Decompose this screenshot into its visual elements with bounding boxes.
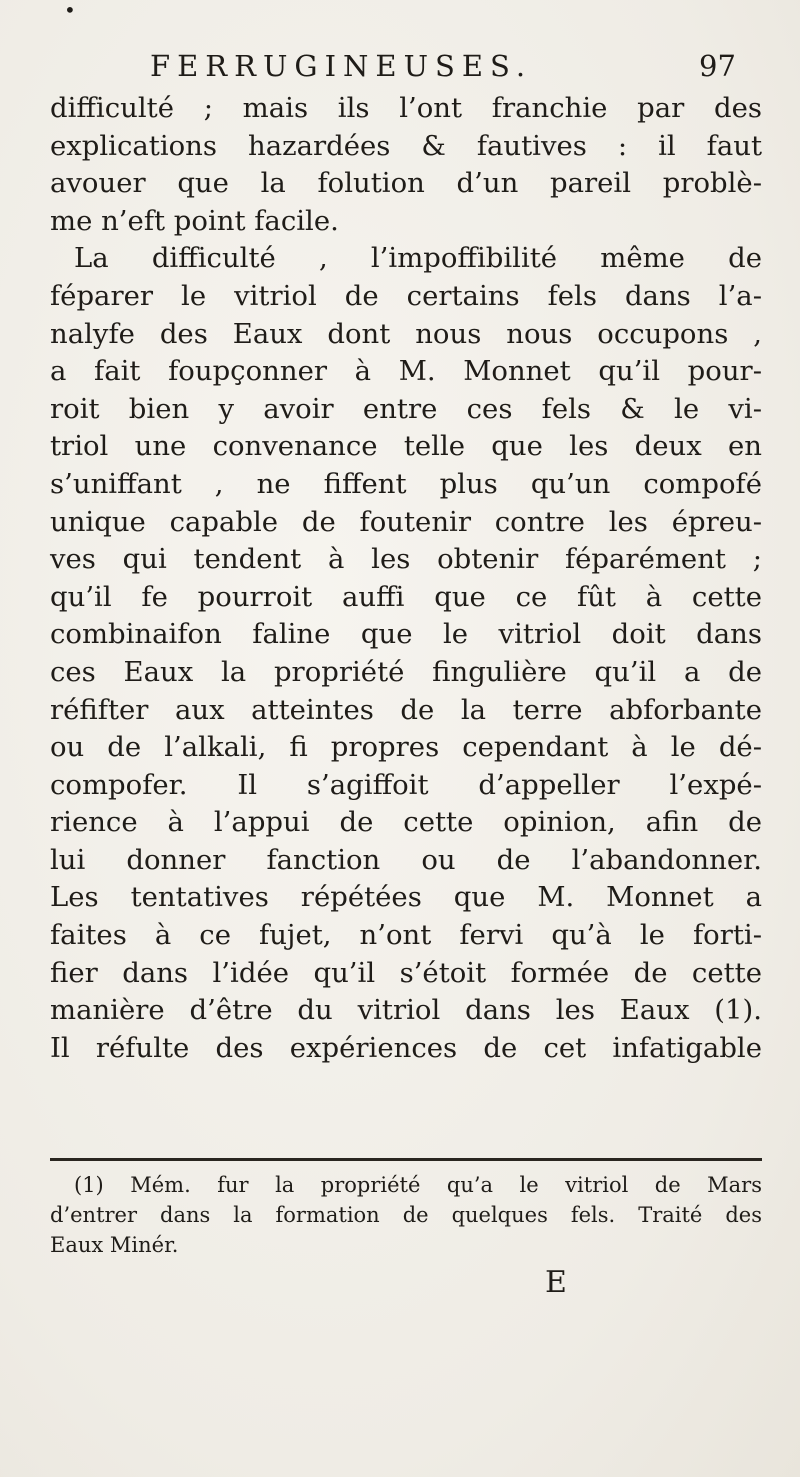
text-line: roit bien y avoir entre ces fels & le vi- <box>50 392 762 425</box>
text-line: qu’il fe pourroit auffi que ce fût à cette <box>50 580 762 613</box>
body-text <box>50 90 762 1067</box>
text-line: avouer que la folution d’un pareil problè- <box>50 167 762 200</box>
text-line: combinaifon faline que le vitriol doit dans <box>50 618 762 651</box>
text-line: triol une convenance telle que les deux en <box>50 430 762 463</box>
signature-mark: E <box>545 1265 567 1300</box>
text-line: La difficulté , l’impoffibilité même de <box>74 242 762 275</box>
text-line: Il réfulte des expériences de cet infatigable <box>50 1031 762 1064</box>
text-line: lui donner fanction ou de l’abandonner. <box>50 843 762 876</box>
text-line: fier dans l’idée qu’il s’étoit formée de cette <box>50 956 762 989</box>
text-line: explications hazardées & fautives : il faut <box>50 129 762 162</box>
text-line: s’uniffant , ne fiffent plus qu’un compofé <box>50 467 762 500</box>
footnote-line: (1) Mém. fur la propriété qu’a le vitriol de Mars <box>74 1173 762 1197</box>
text-line: ves qui tendent à les obtenir féparément ; <box>50 543 762 576</box>
text-line: faites à ce fujet, n’ont fervi qu’à le forti- <box>50 919 762 952</box>
footnote-rule <box>50 1158 762 1161</box>
text-line: a fait foupçonner à M. Monnet qu’il pour- <box>50 355 762 388</box>
text-line: me n’eft point facile. <box>50 204 339 237</box>
text-line: féparer le vitriol de certains fels dans l’a- <box>50 279 762 312</box>
text-line: Les tentatives répétées que M. Monnet a <box>50 881 762 914</box>
page-header <box>0 46 800 86</box>
footnote <box>50 1170 762 1260</box>
text-line: ces Eaux la propriété fingulière qu’il a de <box>50 655 762 688</box>
running-title: FERRUGINEUSES. <box>150 49 533 83</box>
text-line: difficulté ; mais ils l’ont franchie par des <box>50 92 762 124</box>
text-line: réfifter aux atteintes de la terre abforbante <box>50 693 762 726</box>
page-number: 97 <box>699 49 736 83</box>
text-line: unique capable de foutenir contre les épreu- <box>50 505 762 538</box>
footnote-line: Eaux Minér. <box>50 1233 179 1257</box>
text-line: manière d’être du vitriol dans les Eaux (1). <box>50 994 762 1027</box>
footnote-line: d’entrer dans la formation de quelques fels. Traité des <box>50 1203 762 1227</box>
printer-mark: • <box>64 0 76 22</box>
text-line: rience à l’appui de cette opinion, afin de <box>50 806 762 839</box>
text-line: nalyfe des Eaux dont nous nous occupons , <box>50 317 762 350</box>
text-line: ou de l’alkali, fi propres cependant à le dé- <box>50 731 762 764</box>
text-line: compofer. Il s’agiffoit d’appeller l’expé- <box>50 768 762 801</box>
